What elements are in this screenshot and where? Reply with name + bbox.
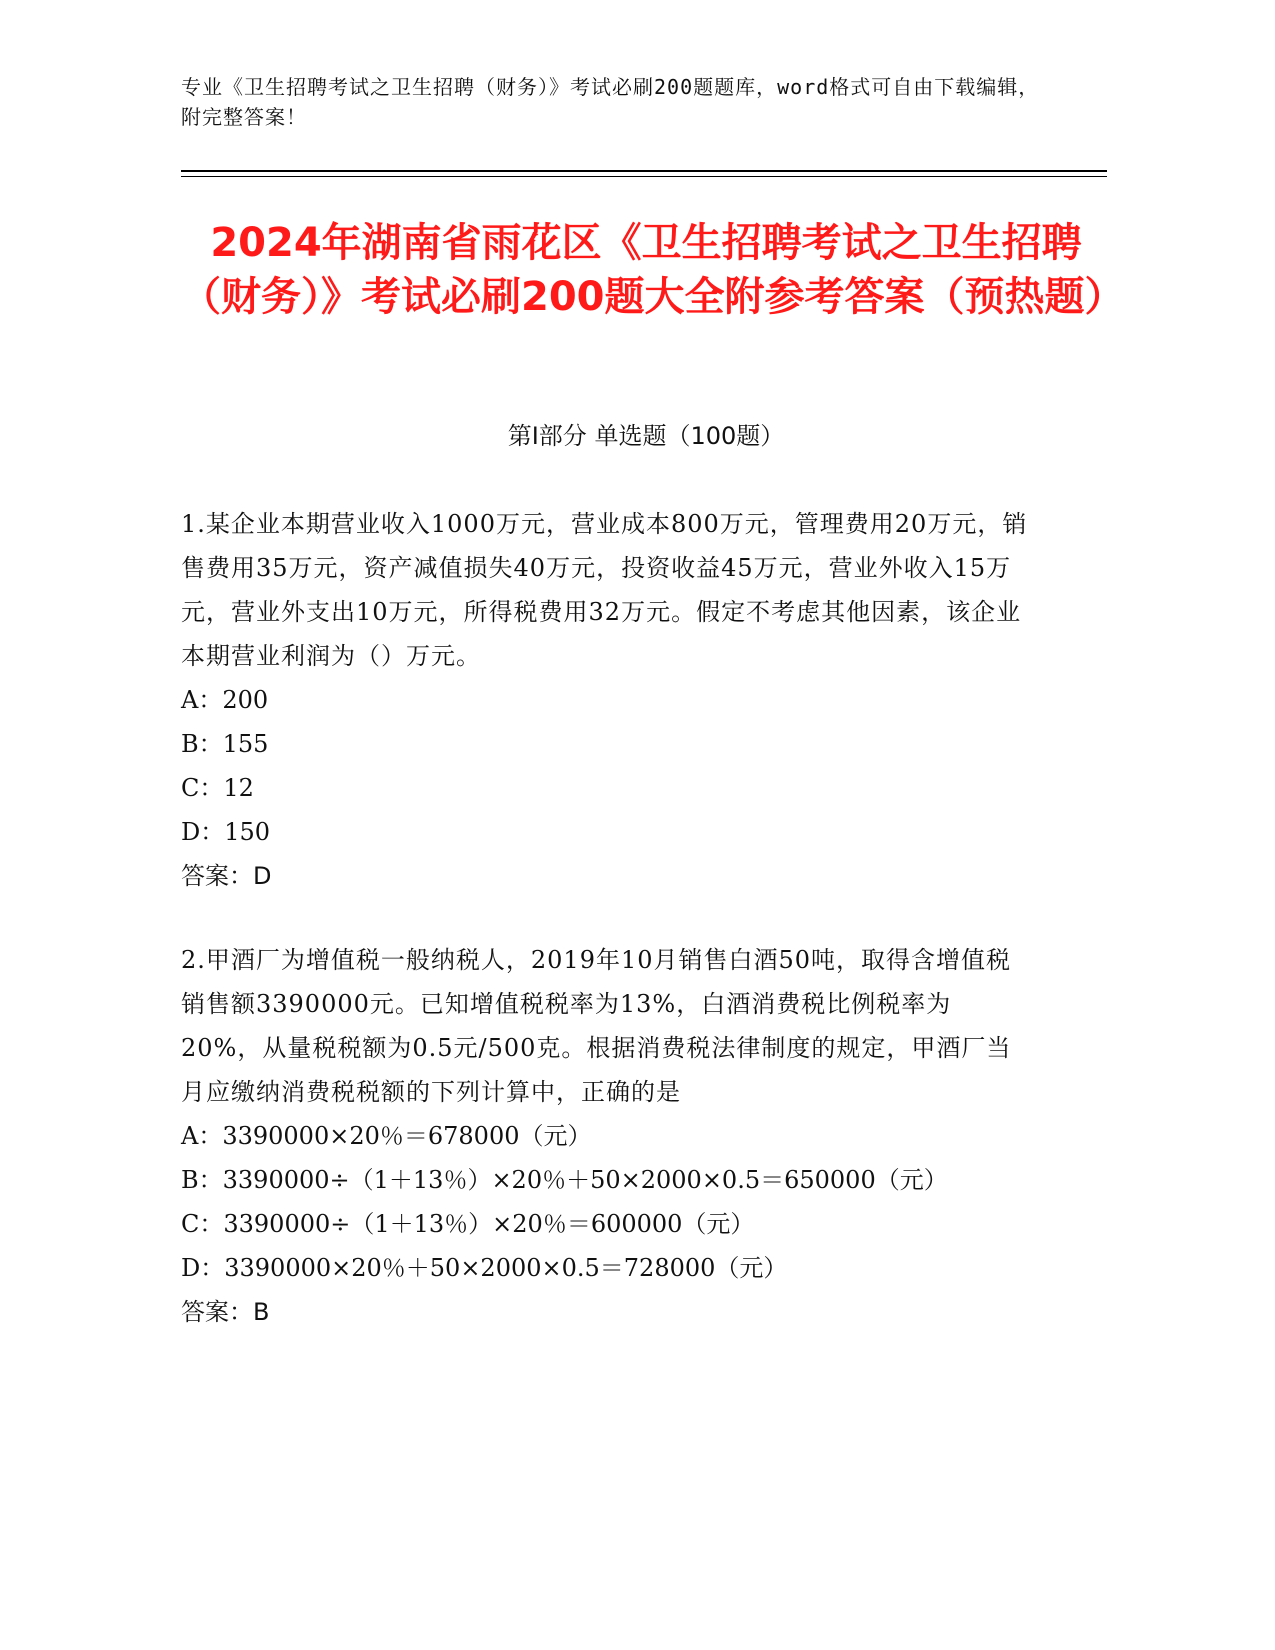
option-b: B：3390000÷（1＋13％）×20％＋50×2000×0.5＝650000（元） [181, 1166, 948, 1194]
option-a: A：3390000×20％＝678000（元） [181, 1122, 592, 1150]
question-block [181, 502, 1031, 898]
answer-line: 答案：B [181, 1298, 270, 1326]
option-c: C：3390000÷（1＋13％）×20％＝600000（元） [181, 1210, 755, 1238]
option-c: C：12 [181, 774, 254, 802]
header-rule-thick [181, 170, 1107, 172]
header-rule-thin [181, 176, 1107, 177]
option-d: D：3390000×20％＋50×2000×0.5＝728000（元） [181, 1254, 788, 1282]
section-heading: 第Ⅰ部分 单选题（100题） [507, 422, 785, 450]
option-b: B：155 [181, 730, 269, 758]
header-note: 专业《卫生招聘考试之卫生招聘（财务）》考试必刷200题题库，word格式可自由下载编辑，附完整答案！ [181, 75, 1040, 129]
document-title: 2024年湖南省雨花区《卫生招聘考试之卫生招聘（财务）》考试必刷200题大全附参考答案（预热题） [181, 220, 1125, 320]
question-stem: 2.甲酒厂为增值税一般纳税人，2019年10月销售白酒50吨，取得含增值税销售额3390000元。已知增值税税率为13%，白酒消费税比例税率为20%，从量税税额为0.5元/500克。根据消费税法律制度的规定，甲酒厂当月应缴纳消费税税额的下列计算中，正确的是 [181, 946, 1012, 1106]
answer-line: 答案：D [181, 862, 272, 890]
option-a: A：200 [181, 686, 269, 714]
question-stem: 1.某企业本期营业收入1000万元，营业成本800万元，管理费用20万元，销售费用35万元，资产减值损失40万元，投资收益45万元，营业外收入15万元，营业外支出10万元，所得税费用32万元。假定不考虑其他因素，该企业本期营业利润为（）万元。 [181, 510, 1028, 670]
option-d: D：150 [181, 818, 271, 846]
question-block [181, 938, 1031, 1334]
